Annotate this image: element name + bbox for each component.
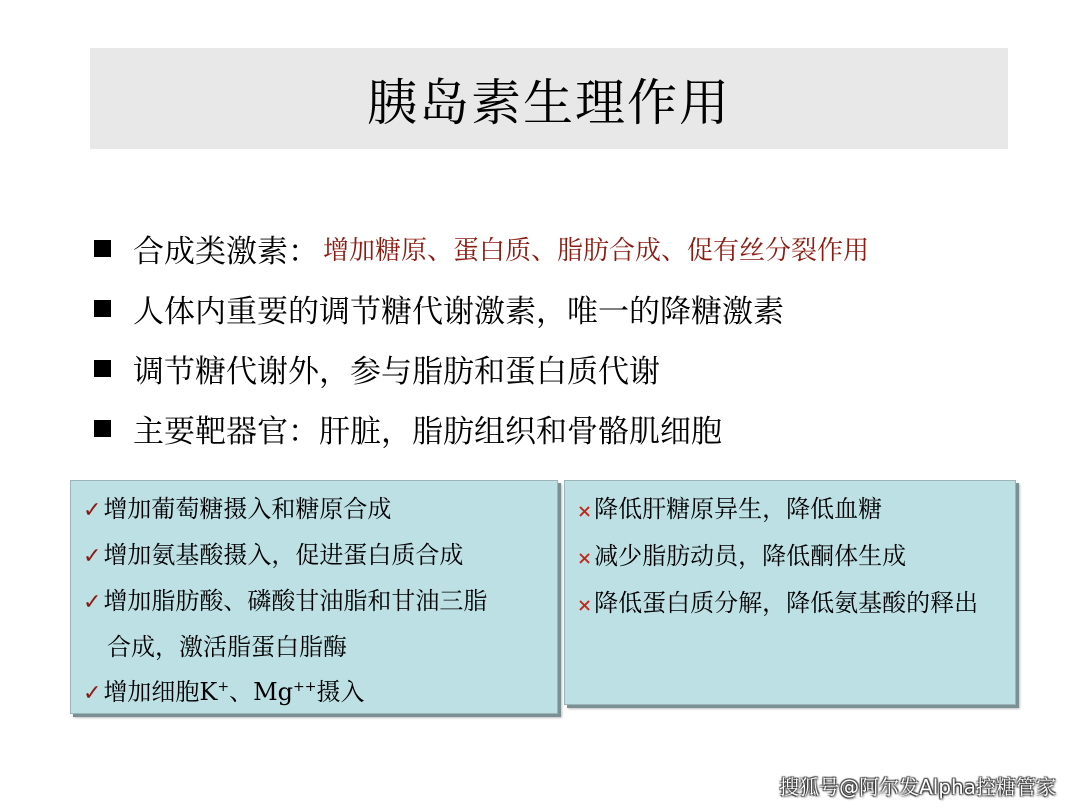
superscript: + [217, 679, 230, 695]
list-item [577, 581, 1005, 628]
bullet-highlight-text: 增加糖原、蛋白质、脂肪合成、促有丝分裂作用 [323, 235, 870, 266]
bullet-item [94, 278, 1054, 338]
list-item-text: 降低肝糖原异生，降低血糖 [594, 495, 883, 523]
bullet-text: 主要靶器官：肝脏，脂肪组织和骨骼肌细胞 [133, 413, 722, 450]
list-item [577, 534, 1005, 581]
list-item [83, 487, 549, 533]
list-item [83, 533, 549, 579]
increase-effects-box [70, 480, 558, 714]
square-bullet-icon [94, 240, 111, 257]
cross-icon: × [577, 501, 593, 522]
list-item-text: 摄入 [316, 678, 365, 706]
cross-icon: × [577, 595, 593, 616]
title-banner [90, 48, 1008, 149]
superscript: ++ [293, 679, 317, 695]
list-item-text: 增加氨基酸摄入，促进蛋白质合成 [103, 541, 464, 569]
checkmark-icon: ✓ [83, 681, 102, 706]
bullet-text: 调节糖代谢外，参与脂肪和蛋白质代谢 [133, 353, 660, 390]
checkmark-icon: ✓ [83, 544, 102, 569]
list-item-text: 降低蛋白质分解，降低氨基酸的释出 [594, 589, 979, 617]
bullet-item [94, 338, 1054, 398]
square-bullet-icon [94, 300, 111, 317]
watermark: 搜狐号@阿尔发Alpha控糖管家 [779, 775, 1056, 799]
bullet-text: 人体内重要的调节糖代谢激素，唯一的降糖激素 [133, 293, 784, 330]
list-item-text: 减少脂肪动员，降低酮体生成 [594, 542, 907, 570]
list-item-text: 增加细胞K [103, 678, 218, 706]
decrease-effects-box [564, 480, 1016, 705]
list-item [83, 670, 549, 716]
page-title: 胰岛素生理作用 [367, 73, 731, 132]
bullet-item [94, 398, 1054, 458]
list-item-text: 增加葡萄糖摄入和糖原合成 [103, 495, 392, 523]
cross-icon: × [577, 548, 593, 569]
bullet-item [94, 218, 1054, 278]
list-item-text: 增加脂肪酸、磷酸甘油脂和甘油三脂 [103, 587, 488, 615]
checkmark-icon: ✓ [83, 590, 102, 615]
list-item-continuation [83, 625, 549, 670]
checkmark-icon: ✓ [83, 498, 102, 523]
square-bullet-icon [94, 360, 111, 377]
bullet-list [94, 218, 1054, 458]
list-item [577, 487, 1005, 534]
square-bullet-icon [94, 420, 111, 437]
list-item-text: 、Mg [229, 678, 294, 706]
list-item-text: 合成，激活脂蛋白脂酶 [107, 633, 347, 661]
list-item [83, 579, 549, 625]
bullet-text: 合成类激素： [133, 233, 319, 270]
